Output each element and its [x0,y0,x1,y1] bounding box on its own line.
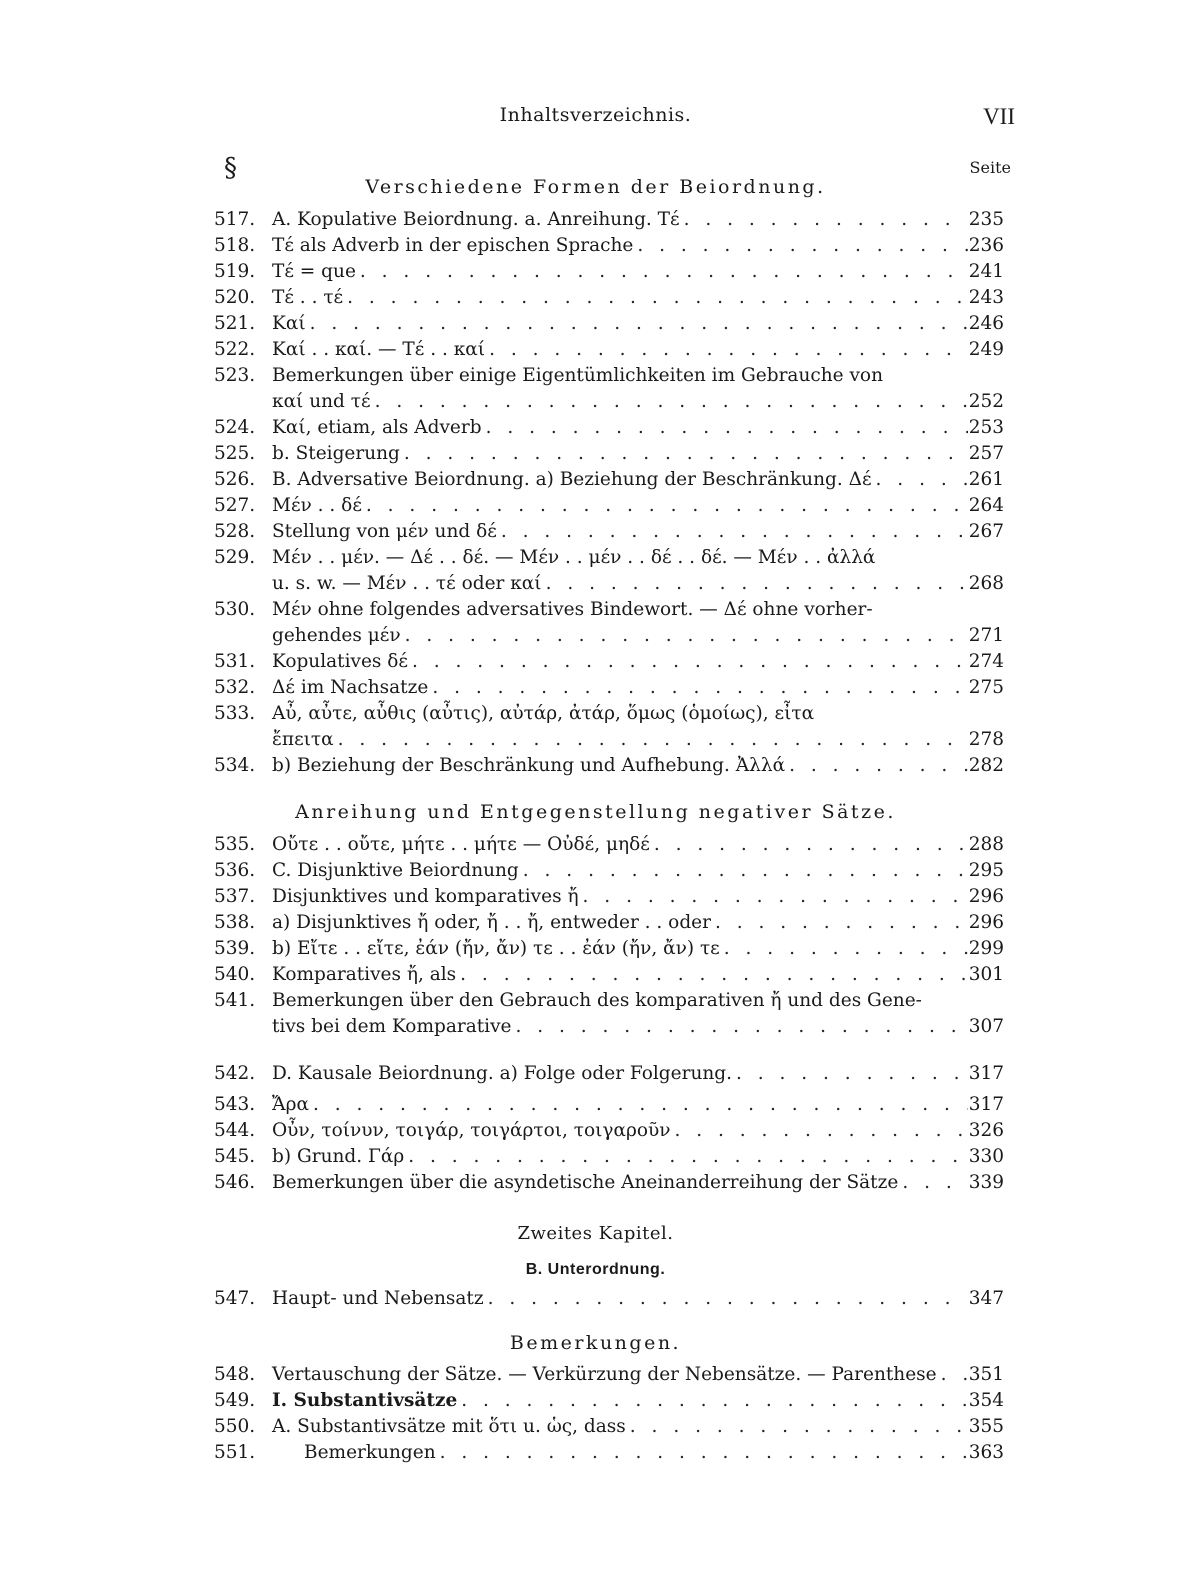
dot-leader [362,493,968,519]
dot-leader [371,389,968,415]
entry-number: 536. [214,860,256,881]
entry-page: 274 [968,651,1004,672]
toc-entry-519[interactable] [214,259,1004,285]
entry-number: 545. [214,1146,256,1167]
entry-page: 326 [968,1120,1004,1141]
entry-page: 296 [968,912,1004,933]
dot-leader [356,259,968,285]
toc-entry-551[interactable] [214,1440,1004,1466]
toc-entry-549[interactable] [214,1388,1004,1414]
toc-entry-521[interactable] [214,311,1004,337]
dot-leader [456,962,968,988]
entry-page: 317 [968,1094,1004,1115]
dot-leader [872,467,968,493]
entry-number: 526. [214,469,256,490]
entry-title: Δέ im Nachsatze [272,677,429,698]
dot-leader [306,311,968,337]
toc-entry-525[interactable] [214,441,1004,467]
heading-zweites-kapitel: Zweites Kapitel. [517,1223,674,1244]
dot-leader [497,519,968,545]
entry-page: 295 [968,860,1004,881]
entry-title: Οὖν, τοίνυν, τοιγάρ, τοιγάρτοι, τοιγαροῦν [272,1120,671,1141]
entry-page: 288 [968,834,1004,855]
entry-number: 517. [214,209,256,230]
dot-leader [484,1286,968,1312]
toc-entry-534[interactable] [214,753,1004,779]
entry-number: 532. [214,677,256,698]
entry-title: Haupt- und Nebensatz [272,1288,484,1309]
toc-entry-532[interactable] [214,675,1004,701]
entry-page: 261 [968,469,1004,490]
toc-entry-538[interactable] [214,910,1004,936]
toc-entry-526[interactable] [214,467,1004,493]
dot-leader [670,1118,968,1144]
entry-number: 546. [214,1172,256,1193]
entry-number: 519. [214,261,256,282]
toc-entry-530-cont[interactable] [214,623,1004,649]
entry-page: 317 [968,1063,1004,1084]
page-column-label: Seite [969,158,1011,177]
toc-entry-518[interactable] [214,233,1004,259]
entry-title: Αὖ, αὖτε, αὖθις (αὖτις), αὐτάρ, ἀτάρ, ὅμως (ὁμοίως), εἶτα [272,703,815,724]
toc-entry-544[interactable] [214,1118,1004,1144]
entry-page: 235 [968,209,1004,230]
dot-leader [633,233,968,259]
dot-leader [542,571,968,597]
entry-title: Bemerkungen über einige Eigentümlichkeiten im Gebrauche von [272,365,883,386]
entry-title: A. Substantivsätze mit ὅτι u. ὡς, dass [272,1416,626,1437]
entry-page: 236 [968,235,1004,256]
section-sign: § [224,153,237,183]
entry-title: Καί [272,313,306,334]
dot-leader [898,1170,968,1196]
dot-leader [579,884,968,910]
dot-leader [400,441,968,467]
entry-title: Bemerkungen [304,1442,436,1463]
entry-number: 528. [214,521,256,542]
entry-number: 524. [214,417,256,438]
toc-entry-523-cont[interactable] [214,389,1004,415]
entry-number: 520. [214,287,256,308]
entry-page: 296 [968,886,1004,907]
toc-entry-541[interactable] [214,988,1004,1014]
dot-leader [436,1440,968,1466]
dot-leader [650,832,968,858]
entry-page: 257 [968,443,1004,464]
entry-page: 264 [968,495,1004,516]
entry-title: Komparatives ἤ, als [272,964,457,985]
dot-leader [428,675,968,701]
entry-page: 246 [968,313,1004,334]
entry-number: 521. [214,313,256,334]
entry-page: 282 [968,755,1004,776]
entry-number: 533. [214,703,256,724]
toc-entry-523[interactable] [214,363,1004,389]
entry-page: 249 [968,339,1004,360]
entry-number: 550. [214,1416,256,1437]
entry-title: Τέ als Adverb in der epischen Sprache [272,235,634,256]
toc-entry-517[interactable] [214,207,1004,233]
heading-anreihung: Anreihung und Entgegenstellung negativer Sätze. [295,801,896,823]
entry-page: 307 [968,1016,1004,1037]
entry-title: Disjunktives und komparatives ἤ [272,886,579,907]
entry-page: 271 [968,625,1004,646]
entry-number: 539. [214,938,256,959]
dot-leader [343,285,968,311]
entry-number: 540. [214,964,256,985]
toc-entry-528[interactable] [214,519,1004,545]
entry-page: 339 [968,1172,1004,1193]
entry-page: 243 [968,287,1004,308]
entry-title: D. Kausale Beiordnung. a) Folge oder Folgerung. [272,1063,732,1084]
toc-entry-550[interactable] [214,1414,1004,1440]
entry-title: a) Disjunktives ἤ oder, ἤ . . ἤ, entweder . . oder [272,912,711,933]
entry-number: 541. [214,990,256,1011]
dot-leader [404,1144,968,1170]
toc-entry-548[interactable] [214,1362,1004,1388]
heading-bemerkungen: Bemerkungen. [509,1332,682,1354]
entry-title: Stellung von μέν und δέ [272,521,497,542]
toc-entry-536[interactable] [214,858,1004,884]
toc-entry-522[interactable] [214,337,1004,363]
entry-number: 548. [214,1364,256,1385]
toc-entry-533-cont[interactable] [214,727,1004,753]
entry-title: Bemerkungen über den Gebrauch des komparativen ἤ und des Gene- [272,990,922,1011]
entry-page: 268 [968,573,1004,594]
entry-number: 522. [214,339,256,360]
toc-entry-533[interactable] [214,701,1004,727]
entry-title: A. Kopulative Beiordnung. a. Anreihung. Τέ [272,209,680,230]
entry-page: 351 [968,1364,1004,1385]
toc-entry-539[interactable] [214,936,1004,962]
entry-title: b) Εἴτε . . εἴτε, ἐάν (ἤν, ἄν) τε . . ἐάν (ἤν, ἄν) τε [272,938,720,959]
entry-title: Καί . . καί. — Τέ . . καί [272,339,486,360]
toc-entry-540[interactable] [214,962,1004,988]
entry-number: 549. [214,1390,256,1411]
entry-number: 527. [214,495,256,516]
dot-leader [711,910,968,936]
dot-leader [408,649,968,675]
entry-title: b) Grund. Γάρ [272,1146,405,1167]
entry-number: 547. [214,1288,256,1309]
dot-leader [457,1388,968,1414]
entry-title: b. Steigerung [272,443,400,464]
entry-title: Vertauschung der Sätze. — Verkürzung der Nebensätze. — Parenthese [272,1364,937,1385]
entry-title-cont: gehendes μέν [272,625,401,646]
entry-number: 518. [214,235,256,256]
toc-entry-530[interactable] [214,597,1004,623]
toc-entry-529[interactable] [214,545,1004,571]
entry-page: 278 [968,729,1004,750]
toc-entry-546[interactable] [214,1170,1004,1196]
entry-number: 542. [214,1063,256,1084]
toc-entry-531[interactable] [214,649,1004,675]
entry-number: 537. [214,886,256,907]
entry-number: 529. [214,547,256,568]
dot-leader [519,858,968,884]
dot-leader [334,727,968,753]
entry-title: Kopulatives δέ [272,651,409,672]
entry-title: Τέ . . τέ [272,287,344,308]
dot-leader [720,936,968,962]
entry-page: 252 [968,391,1004,412]
toc-entry-524[interactable] [214,415,1004,441]
entry-number: 523. [214,365,256,386]
entry-title: b) Beziehung der Beschränkung und Aufhebung. Ἀλλά [272,755,786,776]
entry-number: 551. [214,1442,256,1463]
toc-entry-542[interactable] [214,1061,1004,1087]
toc-entry-547[interactable] [214,1286,1004,1312]
entry-title: B. Adversative Beiordnung. a) Beziehung der Beschränkung. Δέ [272,469,872,490]
entry-number: 538. [214,912,256,933]
entry-title: Bemerkungen über die asyndetische Aneinanderreihung der Sätze [272,1172,899,1193]
entry-title-cont: καί und τέ [272,391,371,412]
toc-entry-543[interactable] [214,1092,1004,1118]
running-title: Inhaltsverzeichnis. [499,104,692,126]
entry-title: Μέν . . μέν. — Δέ . . δέ. — Μέν . . μέν . . δέ . . δέ. — Μέν . . ἀλλά [272,547,876,568]
entry-page: 347 [968,1288,1004,1309]
dot-leader [785,753,968,779]
toc-entry-541-cont[interactable] [214,1014,1004,1040]
entry-page: 299 [968,938,1004,959]
toc-entry-527[interactable] [214,493,1004,519]
dot-leader [401,623,968,649]
entry-title: Καί, etiam, als Adverb [272,417,482,438]
entry-title-cont: tivs bei dem Komparative [272,1016,512,1037]
entry-title: Τέ = que [272,261,356,282]
entry-page: 355 [968,1416,1004,1437]
entry-page: 275 [968,677,1004,698]
entry-page: 301 [968,964,1004,985]
page-number: VII [983,104,1015,129]
entry-number: 525. [214,443,256,464]
entry-title: Ἄρα [272,1094,309,1115]
dot-leader [482,415,968,441]
heading-unterordnung: B. Unterordnung. [525,1261,666,1278]
entry-title: Μέν . . δέ [272,495,362,516]
dot-leader [732,1061,968,1087]
entry-page: 354 [968,1390,1004,1411]
entry-title: C. Disjunktive Beiordnung [272,860,519,881]
entry-page: 363 [968,1442,1004,1463]
dot-leader [937,1362,968,1388]
entry-number: 543. [214,1094,256,1115]
entry-title-cont: ἔπειτα [272,729,334,750]
entry-page: 267 [968,521,1004,542]
toc-entry-535[interactable] [214,832,1004,858]
entry-number: 530. [214,599,256,620]
dot-leader [511,1014,968,1040]
dot-leader [485,337,968,363]
entry-title: I. Substantivsätze [272,1390,458,1411]
entry-page: 241 [968,261,1004,282]
dot-leader [309,1092,968,1118]
toc-entry-545[interactable] [214,1144,1004,1170]
dot-leader [680,207,968,233]
entry-number: 534. [214,755,256,776]
entry-number: 531. [214,651,256,672]
heading-verschiedene-formen: Verschiedene Formen der Beiordnung. [365,176,826,198]
entry-number: 544. [214,1120,256,1141]
dot-leader [626,1414,968,1440]
entry-title: Μέν ohne folgendes adversatives Bindewort. — Δέ ohne vorher- [272,599,873,620]
toc-entry-537[interactable] [214,884,1004,910]
entry-page: 253 [968,417,1004,438]
entry-title: Οὔτε . . οὔτε, μήτε . . μήτε — Οὐδέ, μηδέ [272,834,650,855]
entry-number: 535. [214,834,256,855]
entry-title-cont: u. s. w. — Μέν . . τέ oder καί [272,573,542,594]
toc-entry-520[interactable] [214,285,1004,311]
entry-page: 330 [968,1146,1004,1167]
toc-entry-529-cont[interactable] [214,571,1004,597]
